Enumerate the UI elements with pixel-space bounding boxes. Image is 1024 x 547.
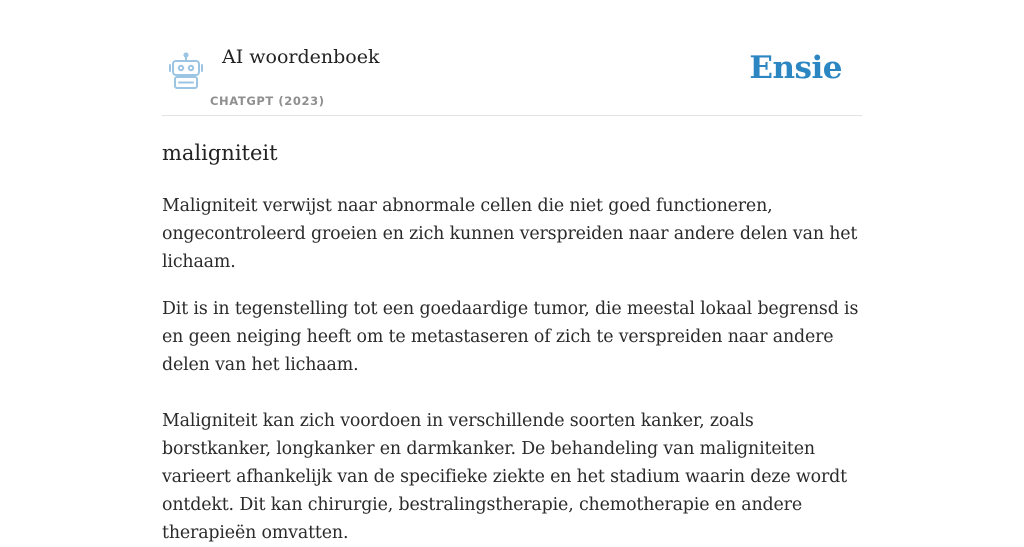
source-label: CHATGPT (2023) [210, 94, 325, 108]
robot-icon [166, 52, 206, 90]
definition-paragraph: Maligniteit kan zich voordoen in verschillende soorten kanker, zoals borstkanker, longkanker en darmkanker. De behandeling van maligniteiten varieert afhankelijk van de specifieke ziekte en het stadium waarin deze wordt ontdekt. Dit kan chirurgie, bestralingstherapie, chemotherapie en andere therapieën omvatten. [162, 411, 847, 543]
entry-term: maligniteit [162, 141, 278, 165]
dictionary-title-link[interactable]: AI woordenboek [222, 46, 380, 68]
definition-paragraph: Dit is in tegenstelling tot een goedaardige tumor, die meestal lokaal begrensd is en geen neiging heeft om te metastaseren of zich te verspreiden naar andere delen van het lichaam. [162, 299, 859, 375]
ensie-logo-link[interactable]: Ensie [749, 50, 842, 86]
dictionary-header [162, 0, 862, 116]
definition-paragraph: Maligniteit verwijst naar abnormale cellen die niet goed functioneren, ongecontroleerd groeien en zich kunnen verspreiden naar andere delen van het lichaam. [162, 196, 858, 272]
page-container [162, 0, 862, 543]
